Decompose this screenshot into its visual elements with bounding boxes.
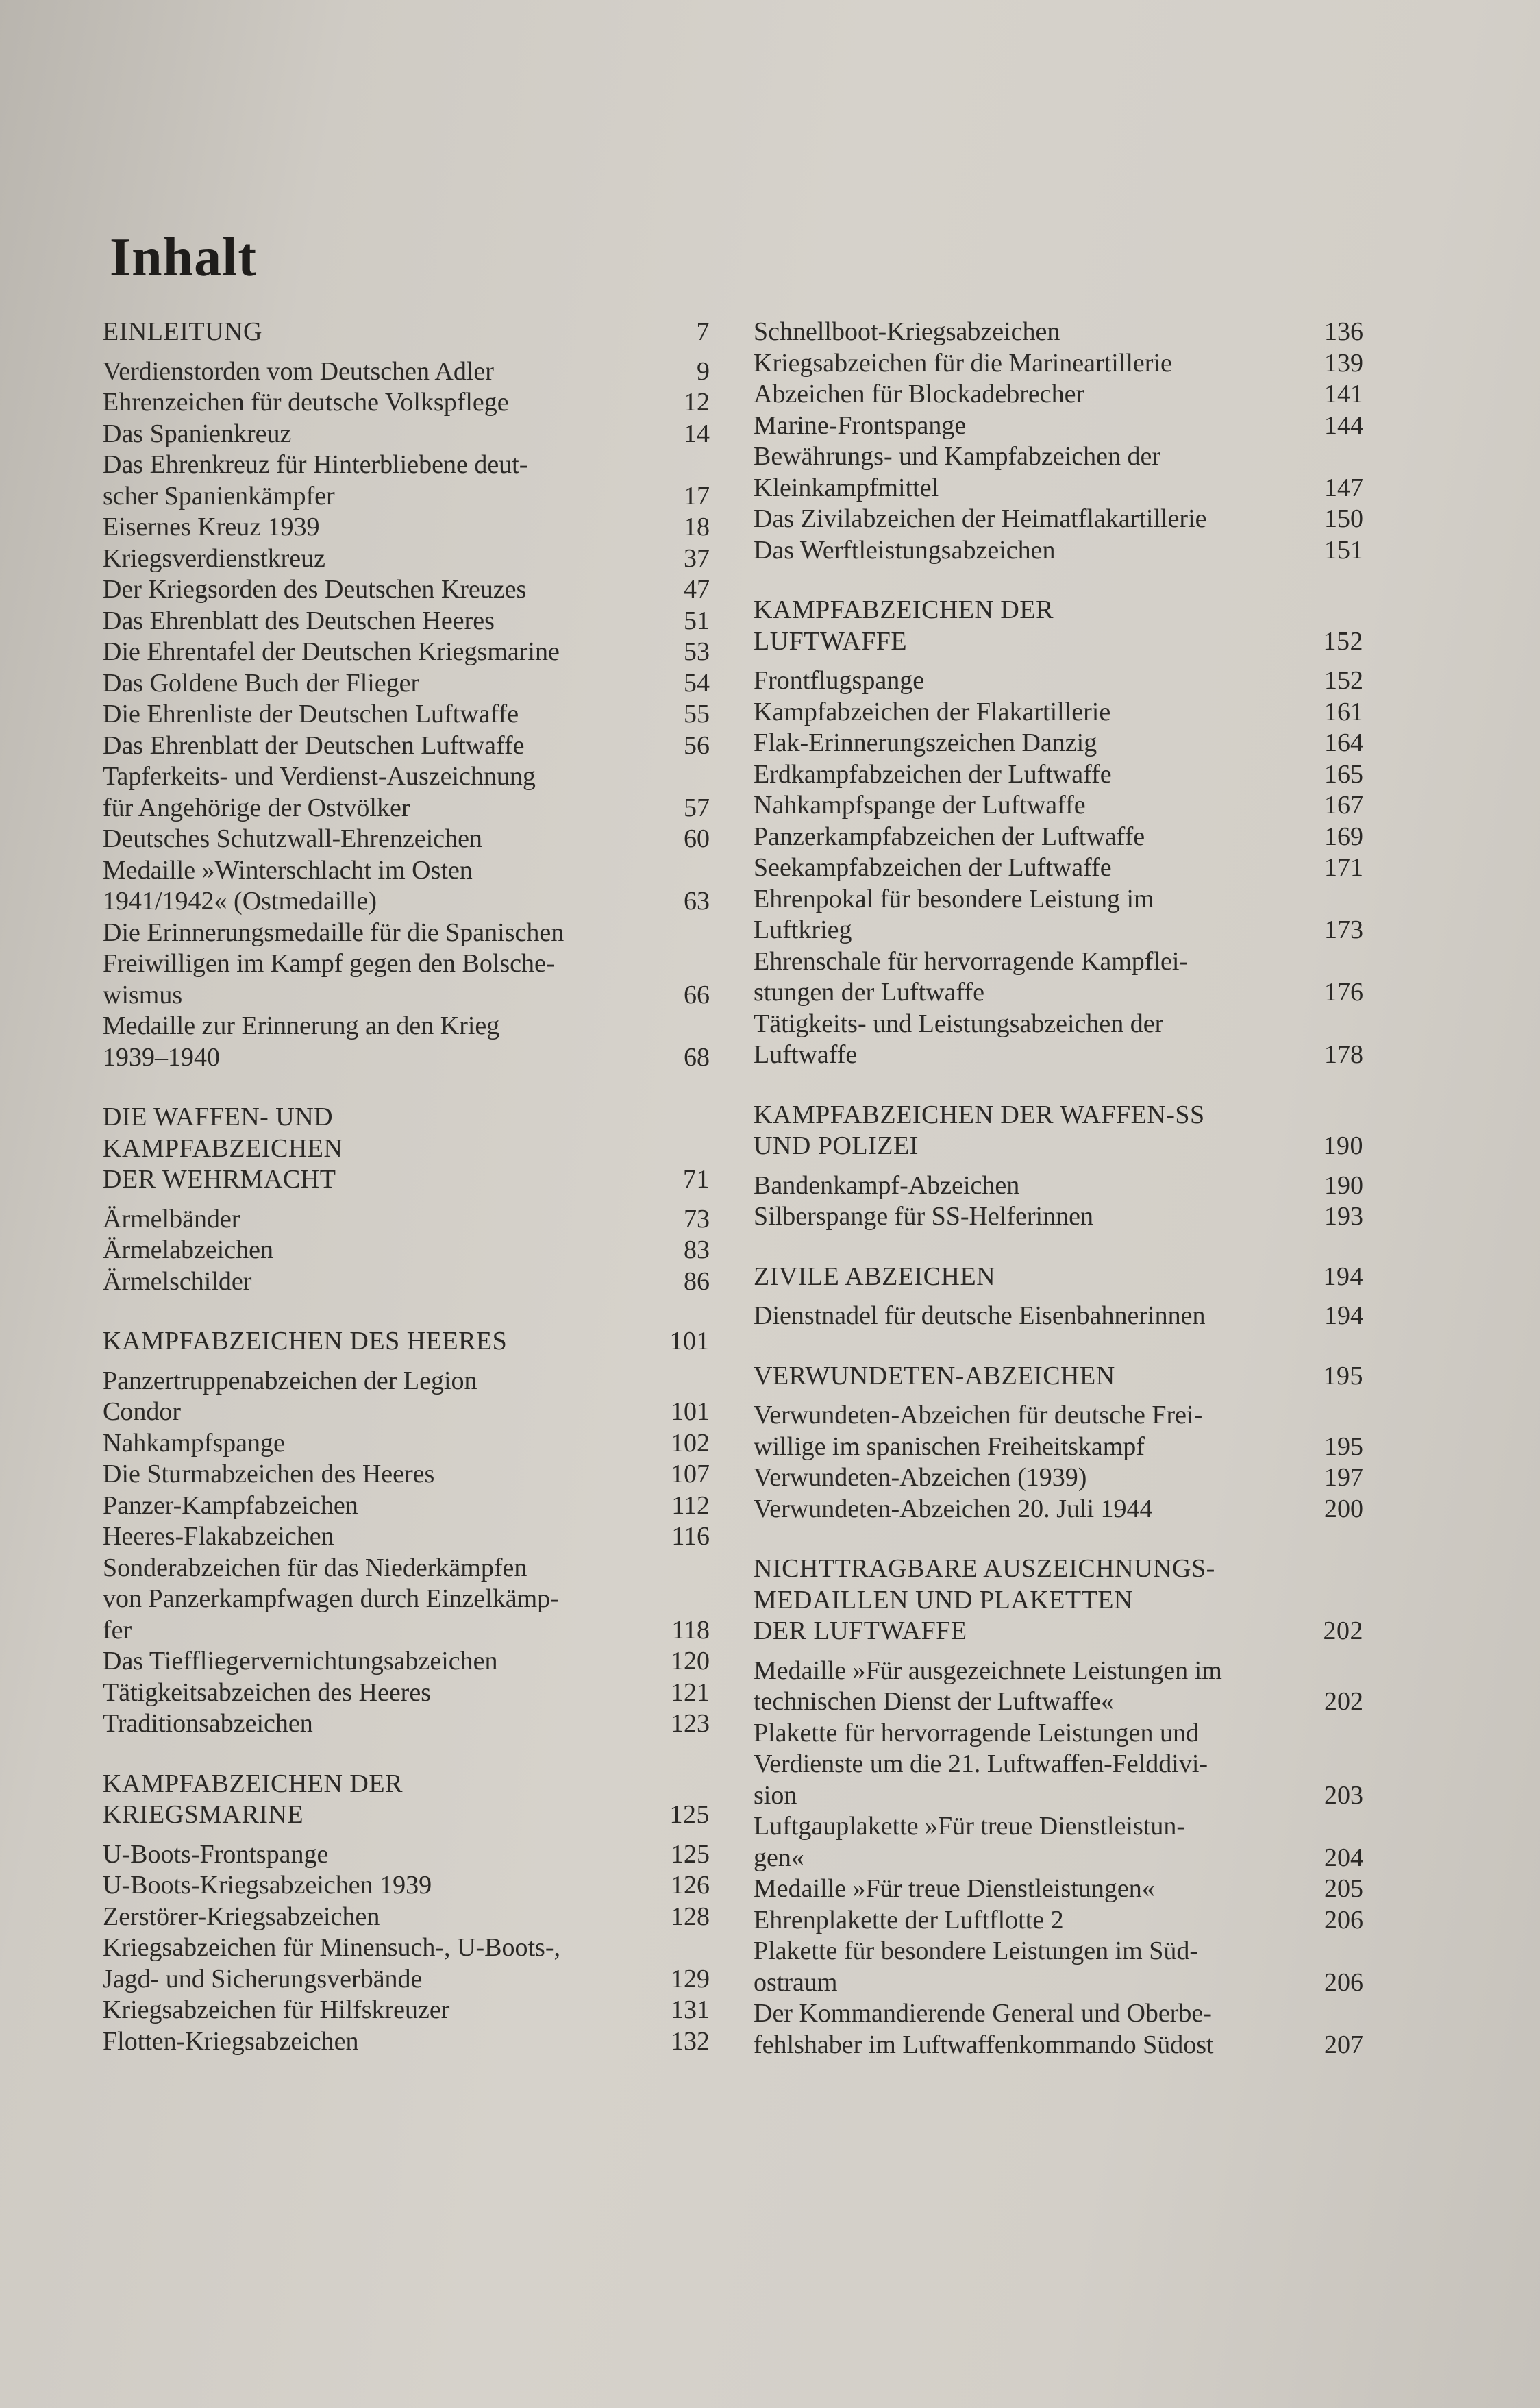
toc-entry-page: 73 — [684, 1204, 710, 1233]
toc-entry — [754, 1873, 1363, 1905]
toc-entry-page: 206 — [1324, 1905, 1363, 1934]
toc-entry — [103, 1521, 710, 1553]
toc-entry-page: 17 — [684, 481, 710, 511]
toc-entry — [754, 1009, 1363, 1071]
toc-entry-page: 68 — [684, 1042, 710, 1072]
section-heading — [103, 1102, 710, 1196]
toc-entry-title: Das Spanienkreuz — [103, 419, 292, 448]
toc-entry-title: Ehrenschale für hervorragende Kampflei- stungen der Luftwaffe — [754, 946, 1189, 1007]
toc-entry-page: 51 — [684, 606, 710, 635]
toc-entry — [103, 574, 710, 606]
toc-entry-title: Das Ehrenblatt des Deutschen Heeres — [103, 606, 495, 635]
toc-entry-page: 66 — [684, 980, 710, 1009]
toc-entry — [754, 317, 1363, 348]
toc-entry-title: Medaille »Winterschlacht im Osten 1941/1942« (Ostmedaille) — [103, 855, 473, 916]
toc-entry-title: Kriegsverdienstkreuz — [103, 543, 325, 573]
toc-entry-title: Der Kommandierende General und Oberbe- fehlshaber im Luftwaffenkommando Südost — [754, 1999, 1214, 2059]
toc-entry-title: Das Ehrenblatt der Deutschen Luftwaffe — [103, 730, 525, 760]
toc-section — [754, 1361, 1363, 1525]
toc-entry-title: Das Zivilabzeichen der Heimatflakartillerie — [754, 504, 1207, 533]
toc-entry — [754, 665, 1363, 697]
toc-entry — [103, 1366, 710, 1428]
toc-entry-title: Die Ehrenliste der Deutschen Luftwaffe — [103, 700, 519, 728]
toc-entry — [754, 1656, 1363, 1718]
section-heading — [754, 1553, 1363, 1647]
toc-entry-page: 161 — [1324, 697, 1363, 726]
toc-entry-title: Plakette für besondere Leistungen im Süd- ostraum — [754, 1937, 1199, 1997]
toc-left-column — [103, 317, 710, 2086]
toc-entry-title: Seekampfabzeichen der Luftwaffe — [754, 853, 1112, 882]
toc-entry-page: 205 — [1324, 1874, 1363, 1903]
toc-entry — [754, 946, 1363, 1009]
page-title: Inhalt — [110, 227, 257, 288]
toc-entry-title: Schnellboot-Kriegsabzeichen — [754, 317, 1060, 346]
section-heading — [754, 1262, 1363, 1293]
section-heading — [103, 1326, 710, 1357]
toc-entry — [754, 441, 1363, 504]
toc-entry — [754, 884, 1363, 946]
toc-entry-page: 202 — [1324, 1687, 1363, 1716]
toc-entry — [754, 379, 1363, 410]
toc-entry-page: 193 — [1324, 1202, 1363, 1231]
toc-section — [754, 595, 1363, 1071]
section-heading-page: 195 — [1323, 1361, 1363, 1390]
toc-entry-page: 178 — [1324, 1040, 1363, 1069]
toc-entry-title: Panzer-Kampfabzeichen — [103, 1490, 358, 1520]
toc-entry-page: 47 — [684, 575, 710, 604]
toc-entry-title: Die Ehrentafel der Deutschen Kriegsmarine — [103, 637, 560, 666]
section-heading-text: NICHTTRAGBARE AUSZEICHNUNGS- MEDAILLEN UND PLAKETTEN DER LUFTWAFFE — [754, 1554, 1215, 1645]
toc-entry-page: 57 — [684, 793, 710, 822]
section-heading-page: 152 — [1323, 626, 1363, 656]
toc-entry-page: 207 — [1324, 2030, 1363, 2059]
toc-section — [754, 317, 1363, 566]
toc-entry — [103, 1870, 710, 1902]
section-heading-text: EINLEITUNG — [103, 317, 262, 346]
toc-entry-page: 18 — [684, 513, 710, 541]
toc-entry-page: 171 — [1324, 853, 1363, 882]
toc-entry-page: 139 — [1324, 348, 1363, 378]
toc-entry — [103, 1678, 710, 1709]
toc-entry-page: 12 — [684, 388, 710, 417]
toc-entry-title: Ärmelabzeichen — [103, 1236, 273, 1264]
toc-entry — [103, 730, 710, 762]
toc-entry-page: 86 — [684, 1266, 710, 1296]
toc-entry-page: 129 — [671, 1964, 710, 1993]
toc-entry-page: 165 — [1324, 759, 1363, 789]
toc-entry-title: Plakette für hervorragende Leistungen und Verdienste um die 21. Luftwaffen-Felddivi- sion — [754, 1718, 1208, 1810]
section-heading-page: 7 — [696, 317, 710, 346]
toc-entry-title: Bandenkampf-Abzeichen — [754, 1170, 1020, 1200]
toc-entry — [754, 410, 1363, 442]
toc-entry-title: Kampfabzeichen der Flakartillerie — [754, 697, 1111, 726]
toc-entry-title: Sonderabzeichen für das Niederkämpfen von Panzerkampfwagen durch Einzelkämp- fer — [103, 1553, 559, 1645]
toc-entry — [103, 1266, 710, 1298]
toc-section — [754, 1262, 1363, 1332]
toc-right-column — [754, 317, 1363, 2089]
toc-entry-title: Kriegsabzeichen für die Marineartillerie — [754, 348, 1172, 378]
toc-entry-title: Nahkampfspange der Luftwaffe — [754, 791, 1086, 820]
section-heading-page: 194 — [1323, 1262, 1363, 1291]
toc-entry — [103, 855, 710, 918]
section-heading-text: DIE WAFFEN- UND KAMPFABZEICHEN DER WEHRMACHT — [103, 1103, 343, 1194]
toc-entry-title: Das Tieffliegervernichtungsabzeichen — [103, 1647, 498, 1675]
toc-section — [103, 317, 710, 1073]
toc-entry — [103, 543, 710, 575]
toc-entry-title: Abzeichen für Blockadebrecher — [754, 380, 1085, 408]
toc-entry-title: Heeres-Flakabzeichen — [103, 1522, 334, 1551]
section-heading-text: KAMPFABZEICHEN DER WAFFEN-SS UND POLIZEI — [754, 1100, 1205, 1160]
toc-entry — [103, 1708, 710, 1740]
section-heading-page: 202 — [1323, 1617, 1363, 1645]
toc-entry-title: U-Boots-Frontspange — [103, 1839, 329, 1869]
toc-entry — [754, 728, 1363, 759]
toc-entry — [103, 637, 710, 668]
section-heading-page: 101 — [669, 1327, 710, 1355]
toc-entry-page: 173 — [1324, 916, 1363, 944]
toc-entry-title: Der Kriegsorden des Deutschen Kreuzes — [103, 575, 527, 604]
toc-entry — [103, 1932, 710, 1995]
toc-entry-page: 141 — [1324, 380, 1363, 408]
toc-entry-page: 195 — [1324, 1432, 1363, 1461]
toc-entry — [754, 1998, 1363, 2061]
toc-entry-title: Eisernes Kreuz 1939 — [103, 513, 320, 541]
toc-entry-page: 147 — [1324, 473, 1363, 502]
section-heading — [754, 1100, 1363, 1162]
toc-entry-page: 206 — [1324, 1967, 1363, 1997]
toc-entry-title: Ärmelschilder — [103, 1266, 252, 1296]
toc-entry-title: Kriegsabzeichen für Hilfskreuzer — [103, 1995, 450, 2024]
toc-entry — [103, 1459, 710, 1490]
toc-entry-page: 54 — [684, 668, 710, 698]
toc-entry-title: Die Sturmabzeichen des Heeres — [103, 1460, 435, 1488]
toc-entry — [103, 668, 710, 700]
toc-entry-title: Tapferkeits- und Verdienst-Auszeichnung für Angehörige der Ostvölker — [103, 762, 536, 822]
toc-entry-title: Ehrenzeichen für deutsche Volkspflege — [103, 388, 509, 417]
toc-entry — [103, 2026, 710, 2058]
toc-entry — [103, 1490, 710, 1522]
toc-entry-title: Ehrenpokal für besondere Leistung im Luftkrieg — [754, 884, 1154, 944]
toc-entry-page: 164 — [1324, 728, 1363, 757]
toc-entry-page: 83 — [684, 1236, 710, 1264]
toc-entry — [103, 387, 710, 419]
toc-entry-page: 169 — [1324, 822, 1363, 851]
section-heading-text: KAMPFABZEICHEN DER KRIEGSMARINE — [103, 1769, 403, 1829]
toc-entry-title: Silberspange für SS-Helferinnen — [754, 1202, 1093, 1231]
section-heading — [754, 595, 1363, 657]
toc-entry-page: 63 — [684, 887, 710, 916]
toc-section — [103, 1326, 710, 1740]
toc-entry-title: Verwundeten-Abzeichen (1939) — [754, 1463, 1087, 1492]
toc-entry — [754, 504, 1363, 535]
toc-entry — [754, 1494, 1363, 1525]
toc-section — [103, 1102, 710, 1297]
toc-entry — [103, 606, 710, 637]
section-heading — [103, 317, 710, 348]
toc-entry — [754, 759, 1363, 791]
toc-entry-title: Zerstörer-Kriegsabzeichen — [103, 1902, 380, 1931]
toc-entry — [103, 512, 710, 543]
toc-entry — [103, 761, 710, 824]
toc-entry-page: 151 — [1324, 535, 1363, 565]
toc-entry — [103, 699, 710, 730]
toc-entry-title: Kriegsabzeichen für Minensuch-, U-Boots-, Jagd- und Sicherungsverbände — [103, 1933, 560, 1993]
toc-entry-title: Verwundeten-Abzeichen für deutsche Frei- willige im spanischen Freiheitskampf — [754, 1401, 1203, 1461]
toc-entry-title: Luftgauplakette »Für treue Dienstleistun- gen« — [754, 1812, 1185, 1872]
toc-entry-page: 121 — [671, 1678, 710, 1707]
toc-entry — [754, 697, 1363, 728]
toc-entry-title: Bewährungs- und Kampfabzeichen der Kleinkampfmittel — [754, 442, 1161, 502]
toc-entry-title: Medaille zur Erinnerung an den Krieg 1939–1940 — [103, 1011, 500, 1072]
toc-entry-title: Flotten-Kriegsabzeichen — [103, 2026, 359, 2056]
toc-entry-page: 60 — [684, 824, 710, 853]
section-heading-text: VERWUNDETEN-ABZEICHEN — [754, 1361, 1115, 1390]
toc-entry — [103, 1995, 710, 2026]
toc-entry-page: 102 — [671, 1428, 710, 1458]
toc-entry — [103, 824, 710, 855]
toc-entry — [103, 1011, 710, 1073]
toc-entry — [103, 1839, 710, 1871]
toc-entry-page: 126 — [671, 1871, 710, 1900]
toc-entry-title: Medaille »Für ausgezeichnete Leistungen im technischen Dienst der Luftwaffe« — [754, 1656, 1222, 1716]
toc-entry-title: Flak-Erinnerungszeichen Danzig — [754, 728, 1097, 757]
toc-entry-title: Ehrenplakette der Luftflotte 2 — [754, 1905, 1064, 1934]
toc-entry-page: 118 — [671, 1615, 710, 1645]
toc-entry — [754, 852, 1363, 884]
toc-entry — [754, 535, 1363, 567]
section-heading-text: ZIVILE ABZEICHEN — [754, 1262, 996, 1291]
toc-entry-page: 123 — [671, 1709, 710, 1738]
toc-entry — [103, 1428, 710, 1460]
toc-entry-title: Das Ehrenkreuz für Hinterbliebene deut- scher Spanienkämpfer — [103, 450, 528, 511]
toc-entry — [103, 1553, 710, 1647]
toc-entry — [103, 419, 710, 450]
toc-entry-page: 9 — [697, 356, 710, 386]
toc-entry-page: 152 — [1324, 666, 1363, 695]
toc-entry — [754, 1905, 1363, 1937]
toc-entry-page: 107 — [671, 1460, 710, 1488]
toc-section — [754, 1553, 1363, 2061]
toc-entry-title: Verdienstorden vom Deutschen Adler — [103, 356, 494, 386]
toc-entry-page: 125 — [671, 1839, 710, 1869]
section-heading-text: KAMPFABZEICHEN DES HEERES — [103, 1327, 508, 1355]
section-heading-page: 125 — [669, 1800, 710, 1829]
toc-entry-page: 101 — [671, 1397, 710, 1426]
toc-entry — [754, 1201, 1363, 1233]
toc-entry — [754, 1462, 1363, 1494]
toc-entry-page: 197 — [1324, 1463, 1363, 1492]
toc-entry — [103, 1646, 710, 1678]
toc-entry-title: Tätigkeits- und Leistungsabzeichen der Luftwaffe — [754, 1009, 1164, 1069]
toc-entry-title: Verwundeten-Abzeichen 20. Juli 1944 — [754, 1494, 1153, 1523]
toc-entry-page: 203 — [1324, 1780, 1363, 1810]
toc-entry-page: 14 — [684, 419, 710, 448]
toc-entry-page: 112 — [671, 1490, 710, 1520]
toc-entry-title: Tätigkeitsabzeichen des Heeres — [103, 1678, 431, 1707]
toc-entry-page: 194 — [1324, 1301, 1363, 1330]
toc-entry — [754, 1718, 1363, 1812]
toc-entry-page: 37 — [684, 543, 710, 573]
toc-entry-title: Das Werftleistungsabzeichen — [754, 535, 1056, 565]
toc-entry-page: 53 — [684, 637, 710, 666]
toc-entry — [754, 1301, 1363, 1332]
toc-entry — [103, 1902, 710, 1933]
toc-entry-page: 136 — [1324, 317, 1363, 346]
toc-entry — [754, 1400, 1363, 1462]
toc-entry-title: Deutsches Schutzwall-Ehrenzeichen — [103, 824, 482, 853]
toc-section — [754, 1100, 1363, 1233]
toc-entry-page: 167 — [1324, 791, 1363, 820]
section-heading-page: 71 — [683, 1165, 710, 1194]
toc-entry — [103, 356, 710, 388]
toc-entry — [103, 918, 710, 1011]
toc-entry — [103, 450, 710, 512]
toc-entry-title: Panzertruppenabzeichen der Legion Condor — [103, 1366, 477, 1426]
toc-entry-page: 56 — [684, 730, 710, 760]
toc-entry-title: Dienstnadel für deutsche Eisenbahnerinnen — [754, 1301, 1206, 1330]
toc-entry — [754, 1936, 1363, 1998]
toc-entry — [103, 1235, 710, 1266]
toc-entry-page: 132 — [671, 2026, 710, 2056]
toc-entry — [754, 790, 1363, 822]
toc-entry-title: Erdkampfabzeichen der Luftwaffe — [754, 759, 1112, 789]
toc-entry-page: 204 — [1324, 1843, 1363, 1872]
toc-entry-title: Traditionsabzeichen — [103, 1709, 313, 1738]
toc-entry-page: 144 — [1324, 410, 1363, 440]
toc-entry-title: Die Erinnerungsmedaille für die Spanischen Freiwilligen im Kampf gegen den Bolsche- wismus — [103, 918, 564, 1009]
toc-entry-page: 200 — [1324, 1494, 1363, 1523]
toc-entry-title: Das Goldene Buch der Flieger — [103, 668, 420, 698]
toc-entry-title: Ärmelbänder — [103, 1204, 240, 1233]
toc-entry — [754, 1811, 1363, 1873]
toc-entry-title: Nahkampfspange — [103, 1428, 285, 1458]
section-heading — [103, 1769, 710, 1831]
section-heading-page: 190 — [1323, 1131, 1363, 1160]
toc-entry-title: Frontflugspange — [754, 666, 925, 695]
toc-entry-page: 190 — [1324, 1170, 1363, 1200]
toc-entry — [754, 348, 1363, 380]
toc-entry-title: Marine-Frontspange — [754, 410, 967, 440]
toc-entry-title: U-Boots-Kriegsabzeichen 1939 — [103, 1871, 432, 1900]
toc-section — [103, 1769, 710, 2058]
toc-entry-page: 131 — [671, 1995, 710, 2024]
toc-entry-page: 116 — [671, 1522, 710, 1551]
toc-entry-page: 150 — [1324, 504, 1363, 533]
toc-entry-page: 120 — [671, 1647, 710, 1675]
toc-entry-page: 176 — [1324, 978, 1363, 1007]
section-heading — [754, 1361, 1363, 1392]
toc-entry-page: 55 — [684, 700, 710, 728]
toc-entry — [754, 1170, 1363, 1202]
toc-entry — [103, 1204, 710, 1236]
toc-entry-title: Panzerkampfabzeichen der Luftwaffe — [754, 822, 1145, 851]
toc-entry — [754, 822, 1363, 853]
section-heading-text: KAMPFABZEICHEN DER LUFTWAFFE — [754, 595, 1054, 656]
toc-entry-page: 128 — [671, 1902, 710, 1931]
toc-entry-title: Medaille »Für treue Dienstleistungen« — [754, 1874, 1155, 1903]
